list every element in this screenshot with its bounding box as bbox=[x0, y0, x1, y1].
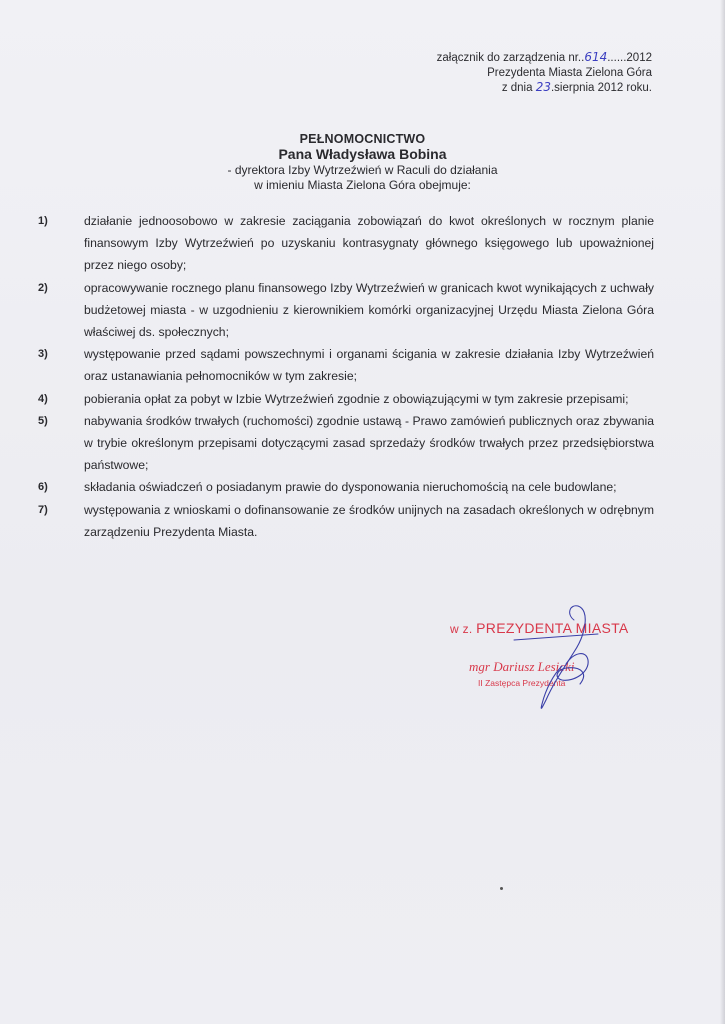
list-item bbox=[38, 277, 654, 344]
document-heading: PEŁNOMOCNICTWO bbox=[299, 132, 426, 146]
item-text: opracowywanie rocznego planu finansowego Izby Wytrzeźwień w granicach kwot wynikających z uchwały budżetowej miasta - w uzgodnieniu z kierownikiem komórki organizacyjnej Urzędu Miasta Zielona Góra właściwej ds. społecznych; bbox=[84, 280, 654, 340]
item-text: nabywania środków trwałych (ruchomości) zgodnie ustawą - Prawo zamówień publicznych oraz zbywania w trybie określonym przepisami dotyczącymi zasad sprzedaży środków trwałych przez przedsiębiorstwa państwowe; bbox=[84, 413, 654, 473]
signature-stroke-cross bbox=[514, 634, 598, 640]
signature-stroke-loop bbox=[557, 654, 588, 684]
item-text: występowanie przed sądami powszechnymi i organami ścigania w zakresie działania Izby Wytrzeźwień oraz ustanawiania pełnomocników w tym zakresie; bbox=[84, 347, 654, 384]
paper-speck bbox=[500, 887, 503, 890]
description-line-1: - dyrektora Izby Wytrzeźwień w Raculi do działania bbox=[227, 163, 498, 177]
list-item bbox=[38, 410, 654, 477]
item-number: 4) bbox=[38, 392, 48, 405]
list-item bbox=[38, 388, 654, 410]
list-item bbox=[38, 210, 654, 277]
attachment-line-issuer: Prezydenta Miasta Zielona Góra bbox=[487, 66, 652, 79]
handwritten-day: 23 bbox=[535, 80, 551, 94]
stamp-position: II Zastępca Prezydenta bbox=[478, 678, 566, 688]
signature-stroke-main bbox=[541, 606, 585, 708]
item-text: składania oświadczeń o posiadanym prawie do dysponowania nieruchomością na cele budowlane; bbox=[84, 480, 617, 495]
attachment-line-date: z dnia 23.sierpnia 2012 roku. bbox=[501, 80, 652, 94]
item-text: działanie jednoosobowo w zakresie zaciągania zobowiązań do kwot określonych w rocznym planie finansowym Izby Wytrzeźwień po uzyskaniu kontrasygnaty głównego księgowego lub upoważnionej przez niego osoby; bbox=[84, 214, 654, 273]
attachment-header bbox=[437, 50, 652, 96]
addressee-name: Władysława Bobina bbox=[315, 146, 447, 162]
item-number: 6) bbox=[38, 481, 48, 494]
list-item bbox=[38, 343, 654, 387]
list-item bbox=[38, 499, 654, 543]
stamp-name: mgr Dariusz Lesicki bbox=[469, 659, 575, 674]
item-number: 5) bbox=[38, 414, 48, 427]
stamp-title: w z. PREZYDENTA MIASTA bbox=[450, 620, 629, 636]
handwritten-order-number: 614 bbox=[584, 50, 608, 64]
item-text: pobierania opłat za pobyt w Izbie Wytrzeźwień zgodnie z obowiązującymi w tym zakresie przepisami; bbox=[84, 391, 629, 406]
item-number: 7) bbox=[38, 503, 48, 516]
item-text: występowania z wnioskami o dofinansowanie ze środków unijnych na zasadach określonych w odrębnym zarządzeniu Prezydenta Miasta. bbox=[84, 502, 654, 539]
item-number: 1) bbox=[38, 215, 48, 227]
item-number: 3) bbox=[38, 348, 48, 361]
list-item bbox=[38, 476, 654, 498]
handwritten-signature bbox=[470, 600, 630, 720]
signature-stroke-tail bbox=[570, 606, 578, 620]
powers-list bbox=[38, 210, 654, 543]
document-title-block bbox=[0, 132, 725, 192]
addressee: Pana Władysława Bobina bbox=[278, 146, 447, 162]
attachment-line-order: załącznik do zarządzenia nr..614......2012 bbox=[436, 50, 652, 64]
item-number: 2) bbox=[38, 281, 48, 294]
description-line-2: w imieniu Miasta Zielona Góra obejmuje: bbox=[254, 177, 471, 192]
